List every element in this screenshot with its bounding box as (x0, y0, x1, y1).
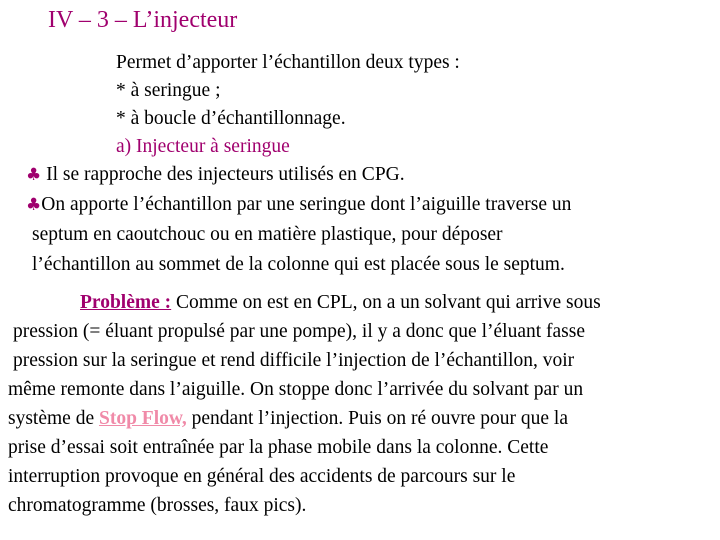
slide-title: IV – 3 – L’injecteur (48, 7, 238, 33)
intro-line-2: * à seringue ; (116, 80, 221, 101)
intro-line-1: Permet d’apporter l’échantillon deux types : (116, 52, 460, 73)
problem-label: Problème : (80, 292, 172, 313)
bullet-2-line-1: On apporte l’échantillon par une seringue dont l’aiguille traverse un (41, 194, 572, 215)
club-suit-icon: ♣ (26, 165, 42, 185)
bullet-2-line-3: l’échantillon au sommet de la colonne qui est placée sous le septum. (32, 254, 565, 275)
problem-line-1 (80, 289, 601, 317)
problem-line-1-text: Comme on est en CPL, on a un solvant qui arrive sous (171, 292, 601, 313)
bullet-2-line-2: septum en caoutchouc ou en matière plastique, pour déposer (32, 224, 503, 245)
problem-line-8: chromatogramme (brosses, faux pics). (8, 495, 307, 516)
subheading-syringe-injector: a) Injecteur à seringue (116, 136, 290, 157)
club-suit-icon: ♣ (26, 195, 42, 215)
problem-line-5 (8, 405, 568, 433)
bullet-item-1 (26, 161, 405, 189)
intro-line-3: * à boucle d’échantillonnage. (116, 108, 346, 129)
problem-line-6: prise d’essai soit entraînée par la phase mobile dans la colonne. Cette (8, 437, 549, 458)
problem-line-2: pression (= éluant propulsé par une pompe), il y a donc que l’éluant fasse (13, 321, 585, 342)
problem-line-7: interruption provoque en général des accidents de parcours sur le (8, 466, 516, 487)
problem-line-3: pression sur la seringue et rend difficile l’injection de l’échantillon, voir (13, 350, 575, 371)
stop-flow-link[interactable]: Stop Flow, (98, 408, 187, 429)
problem-line-4: même remonte dans l’aiguille. On stoppe donc l’arrivée du solvant par un (8, 379, 584, 400)
problem-line-5-start: système de (8, 408, 99, 429)
bullet-item-2 (26, 191, 571, 219)
problem-line-5-end: pendant l’injection. Puis on ré ouvre pour que la (186, 408, 569, 429)
bullet-1-text: Il se rapproche des injecteurs utilisés en CPG. (41, 164, 405, 185)
